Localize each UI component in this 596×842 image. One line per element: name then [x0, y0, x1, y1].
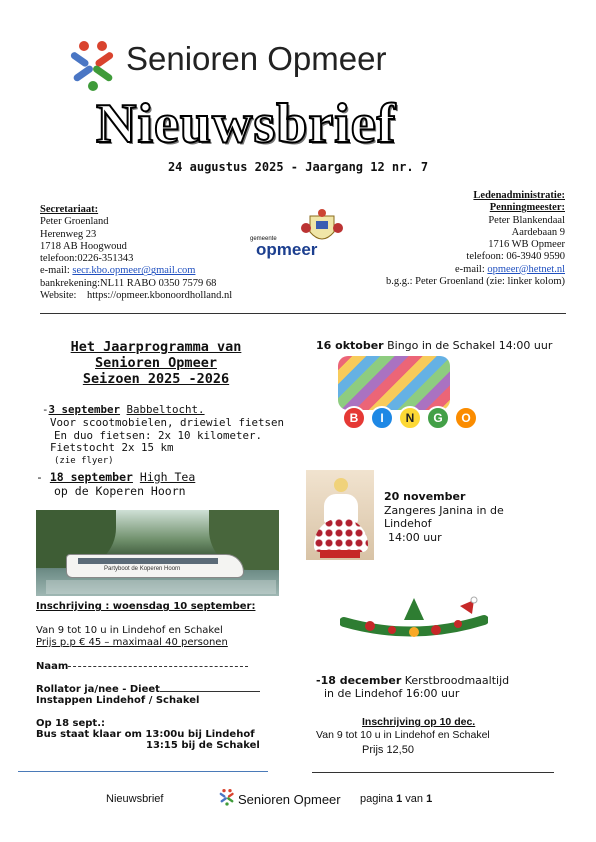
- secretariaat-email-link[interactable]: secr.kbo.opmeer@gmail.com: [72, 265, 196, 277]
- bingo-ball-g: G: [426, 406, 450, 430]
- sept3-line2: En duo fietsen: 2x 10 kilometer.: [54, 428, 263, 442]
- christmas-garland-icon: [340, 590, 488, 644]
- dec-text: Kerstbroodmaaltijd: [404, 674, 510, 687]
- sept18-line: op de Koperen Hoorn: [54, 484, 186, 498]
- dec-reg-heading: Inschrijving op 10 dec.: [362, 716, 476, 728]
- program-title: [46, 339, 266, 387]
- senioren-logo-icon: [66, 38, 120, 92]
- secretariaat-email-label: e-mail:: [40, 265, 73, 277]
- op18-label: Op 18 sept.:: [36, 718, 106, 729]
- secretariaat-phone: telefoon:0226-351343: [40, 253, 134, 265]
- ledenadmin-street: Aardebaan 9: [511, 226, 565, 238]
- ledenadmin-city: 1716 WB Opmeer: [488, 239, 565, 251]
- oct-date: 16 oktober: [316, 339, 384, 352]
- registration-line2: Prijs p.p € 45 – maximaal 40 personen: [36, 637, 228, 648]
- dec-event: [316, 674, 509, 700]
- boat-name-label: Partyboot de Koperen Hoorn: [104, 566, 181, 572]
- website-link[interactable]: https://opmeer.kbonoordholland.nl: [86, 290, 233, 302]
- header-divider: [40, 313, 566, 314]
- sept18-item: - 18 september High Tea op de Koperen Hoorn: [36, 470, 196, 498]
- secretariaat-city: 1718 AB Hoogwoud: [40, 240, 127, 252]
- sept18-date: 18 september: [49, 470, 133, 484]
- boat-photo: [36, 510, 279, 596]
- singer-photo: [306, 470, 374, 560]
- sept3-date: 3 september: [48, 403, 121, 416]
- dec-price: Prijs 12,50: [362, 744, 414, 756]
- secretariaat-heading: Secretariaat:: [40, 204, 99, 215]
- registration-block: [36, 600, 276, 751]
- org-name: Senioren Opmeer: [126, 40, 387, 77]
- bingo-balls: [342, 406, 478, 430]
- nov-date: 20 november: [384, 490, 466, 503]
- nov-line3: 14:00 uur: [388, 530, 442, 544]
- oct-text: Bingo in de Schakel 14:00 uur: [387, 339, 553, 352]
- registration-heading: Inschrijving : woensdag 10 september:: [36, 601, 256, 612]
- secretariaat-street: Herenweg 23: [40, 228, 97, 240]
- dec-registration: [316, 716, 556, 757]
- program-title-line1: Het Jaarprogramma van: [70, 339, 242, 355]
- bingo-ball-b: B: [342, 406, 366, 430]
- sept3-line4: (zie flyer): [54, 456, 114, 467]
- instappen-label: Instappen Lindehof / Schakel: [36, 695, 200, 706]
- dieet-field[interactable]: [160, 691, 260, 692]
- program-items: -3 september Babbeltocht. Voor scootmobielen, driewiel fietsen En duo fietsen: 2x 10 kilometer. Fietstocht 2x 15 km (zie flyer): [42, 403, 285, 467]
- rollator-label: Rollator ja/nee - Dieet: [36, 684, 160, 695]
- sept3-title: Babbeltocht.: [126, 403, 205, 416]
- ledenadmin-phone: telefoon: 06-3940 9590: [466, 251, 565, 263]
- nov-event: [384, 490, 504, 544]
- page-total: 1: [426, 793, 433, 805]
- date-line: 24 augustus 2025 - Jaargang 12 nr. 7: [167, 160, 429, 174]
- nov-line1: Zangeres Janina in de: [384, 503, 504, 517]
- ledenadmin-name: Peter Blankendaal: [488, 214, 565, 226]
- bus-line2: 13:15 bij de Schakel: [146, 740, 260, 751]
- sept3-line1: Voor scootmobielen, driewiel fietsen: [50, 415, 285, 429]
- nov-line2: Lindehof: [384, 517, 432, 530]
- of-label: van: [405, 793, 424, 805]
- ledenadmin-email-label: e-mail:: [455, 263, 488, 275]
- footer-pagination: [360, 793, 432, 805]
- sept3-line3: Fietstocht 2x 15 km: [50, 441, 174, 455]
- registration-line1: Van 9 tot 10 u in Lindehof en Schakel: [36, 625, 223, 636]
- footer-logo-icon: [218, 788, 236, 806]
- bingo-ball-o: O: [454, 406, 478, 430]
- website-label: Website:: [40, 290, 77, 302]
- dec-line2: in de Lindehof 16:00 uur: [324, 687, 460, 700]
- footer-org: Senioren Opmeer: [238, 792, 341, 807]
- ledenadmin-heading: Ledenadministratie:: [473, 190, 565, 201]
- program-title-line2: Senioren Opmeer: [95, 355, 217, 371]
- program-title-line3: Seizoen 2025 -2026: [82, 371, 230, 387]
- page-title: Nieuwsbrief: [96, 93, 397, 155]
- secretariaat-bank: bankrekening:NL11 RABO 0350 7579 68: [40, 277, 217, 289]
- page-number: 1: [396, 793, 403, 805]
- ledenadmin-block: [300, 190, 565, 288]
- sept18-title: High Tea: [139, 470, 196, 484]
- left-bottom-divider: [18, 771, 268, 772]
- dec-date: -18 december: [316, 674, 402, 687]
- gemeente-small-text: gemeente: [250, 236, 277, 242]
- bingo-graphic: [338, 356, 471, 438]
- footer-left: Nieuwsbrief: [106, 793, 164, 805]
- dec-reg-line: Van 9 tot 10 u in Lindehof en Schakel: [316, 729, 490, 741]
- oct-event: [316, 339, 552, 352]
- penningmeester-heading: Penningmeester:: [489, 202, 565, 214]
- bus-line1: Bus staat klaar om 13:00u bij Lindehof: [36, 729, 255, 740]
- secretariaat-name: Peter Groenland: [40, 216, 109, 228]
- gemeente-name: opmeer: [256, 240, 318, 259]
- ledenadmin-bgg: b.g.g.: Peter Groenland (zie: linker kolom): [385, 276, 565, 288]
- page-label: pagina: [360, 793, 394, 805]
- bingo-ball-n: N: [398, 406, 422, 430]
- right-bottom-divider: [312, 772, 554, 773]
- ledenadmin-email-link[interactable]: opmeer@hetnet.nl: [487, 263, 565, 275]
- bingo-ball-i: I: [370, 406, 394, 430]
- naam-field[interactable]: [68, 666, 248, 667]
- naam-label: Naam: [36, 661, 69, 672]
